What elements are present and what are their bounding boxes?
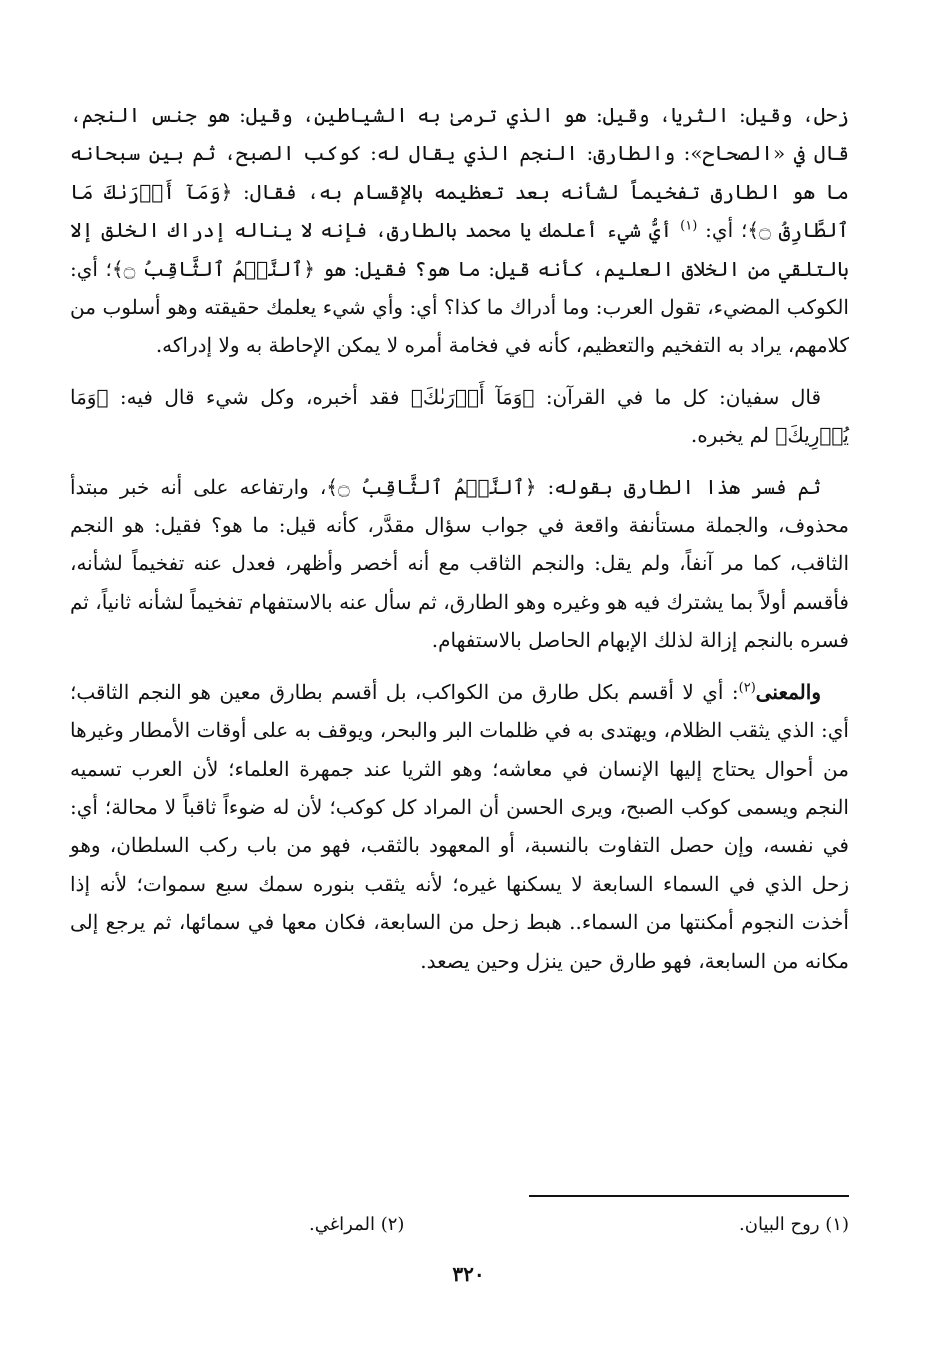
paragraph-2 [70,378,849,455]
footnote-1 [739,1210,849,1240]
page-body [70,96,849,1363]
page-number: ٣٢٠ [452,1262,485,1286]
paragraph-2-text: قال سفيان: كل ما في القرآن: ﴿وَمَآ أَدۡرَىٰكَ﴾ فقد أخبره، وكل شيء قال فيه: ﴿وَمَا يُدۡرِيكَ﴾ لم يخبره. [70,384,849,448]
paragraph-1-text-after: أيُّ شيء أعلمك يا محمد بالطارق، فإنه لا يناله إدراك الخلق إلا بالتلقي من الخلاق العليم، كأنه قيل: ما هو؟ فقيل: هو ﴿ٱلنَّجۡمُ ٱلثَّاقِبُ ۝﴾؛ أي: الكوكب المضيء، تقول العرب: وما أدراك ما كذا؟ أي: وأي شيء يعلمك حقيقته وهو أسلوب من كلامهم، يراد به التفخيم والتعظيم، كأنه في فخامة أمره لا يمكن الإحاطة به ولا إدراكه. [70,218,849,358]
footnotes [309,1210,849,1240]
paragraph-4-lead: والمعنى [755,679,821,704]
footnote-2 [309,1210,404,1240]
paragraph-3 [70,468,849,660]
footnote-1-text: روح البيان. [739,1214,820,1235]
footnote-ref-2[interactable]: (٢) [738,680,756,696]
footnote-1-num: (١) [825,1214,849,1235]
footnote-divider [529,1195,849,1197]
paragraph-4 [70,673,849,980]
paragraph-1-text: زحل، وقيل: الثريا، وقيل: هو الذي ترمىٰ به الشياطين، وقيل: هو جنس النجم، قال في «الصحاح»: والطارق: النجم الذي يقال له: كوكب الصبح، ثم بين سبحانه ما هو الطارق تفخيماً لشأنه بعد تعظيمه بالإقسام به، فقال: ﴿وَمَآ أَدۡرَىٰكَ مَا ٱلطَّارِقُ ۝﴾؛ أي: [70,103,849,243]
paragraph-1 [70,96,849,365]
paragraph-3-text: ثم فسر هذا الطارق بقوله: ﴿ٱلنَّجۡمُ ٱلثَّاقِبُ ۝﴾، وارتفاعه على أنه خبر مبتدأ محذوف، والجملة مستأنفة واقعة في جواب سؤال مقدَّر، كأنه قيل: ما هو؟ فقيل: هو النجم الثاقب، كما مر آنفاً، ولم يقل: والنجم الثاقب مع أنه أخصر وأظهر، فعدل عنه تفخيماً لشأنه، فأقسم أولاً بما يشترك فيه هو وغيره وهو الطارق، ثم سأل عنه بالاستفهام تفخيماً لشأنه ثانياً، ثم فسره بالنجم إزالة لذلك الإبهام الحاصل بالاستفهام. [70,474,849,653]
footnote-ref-1[interactable]: (١) [680,218,698,234]
footnote-2-num: (٢) [380,1214,405,1235]
footnote-2-text: المراغي. [309,1214,375,1235]
paragraph-4-text: : أي لا أقسم بكل طارق من الكواكب، بل أقسم بطارق معين هو النجم الثاقب؛ أي: الذي يثقب الظلام، ويهتدى به في ظلمات البر والبحر، ويوقف به على أوقات الأمطار وغيرها من أحوال يحتاج إليها الإنسان في معاشه؛ وهو الثريا عند جمهرة العلماء؛ لأن العرب تسميه النجم ويسمى كوكب الصبح، ويرى الحسن أن المراد كل كوكب؛ لأن له ضوءاً ثاقباً لا محالة؛ أي: في نفسه، وإن حصل التفاوت بالنسبة، أو المعهود بالثقب، فهو من باب ركب السلطان، وهو زحل الذي في السماء السابعة لا يسكنها غيره؛ لأنه يثقب بنوره سمك سبع سموات؛ لأنه إذا أخذت النجوم أمكنتها من السماء.. هبط زحل من السابعة، فكان معها في سمائها، ثم يرجع إلى مكانه من السابعة، فهو طارق حين ينزل وحين يصعد. [70,679,849,973]
